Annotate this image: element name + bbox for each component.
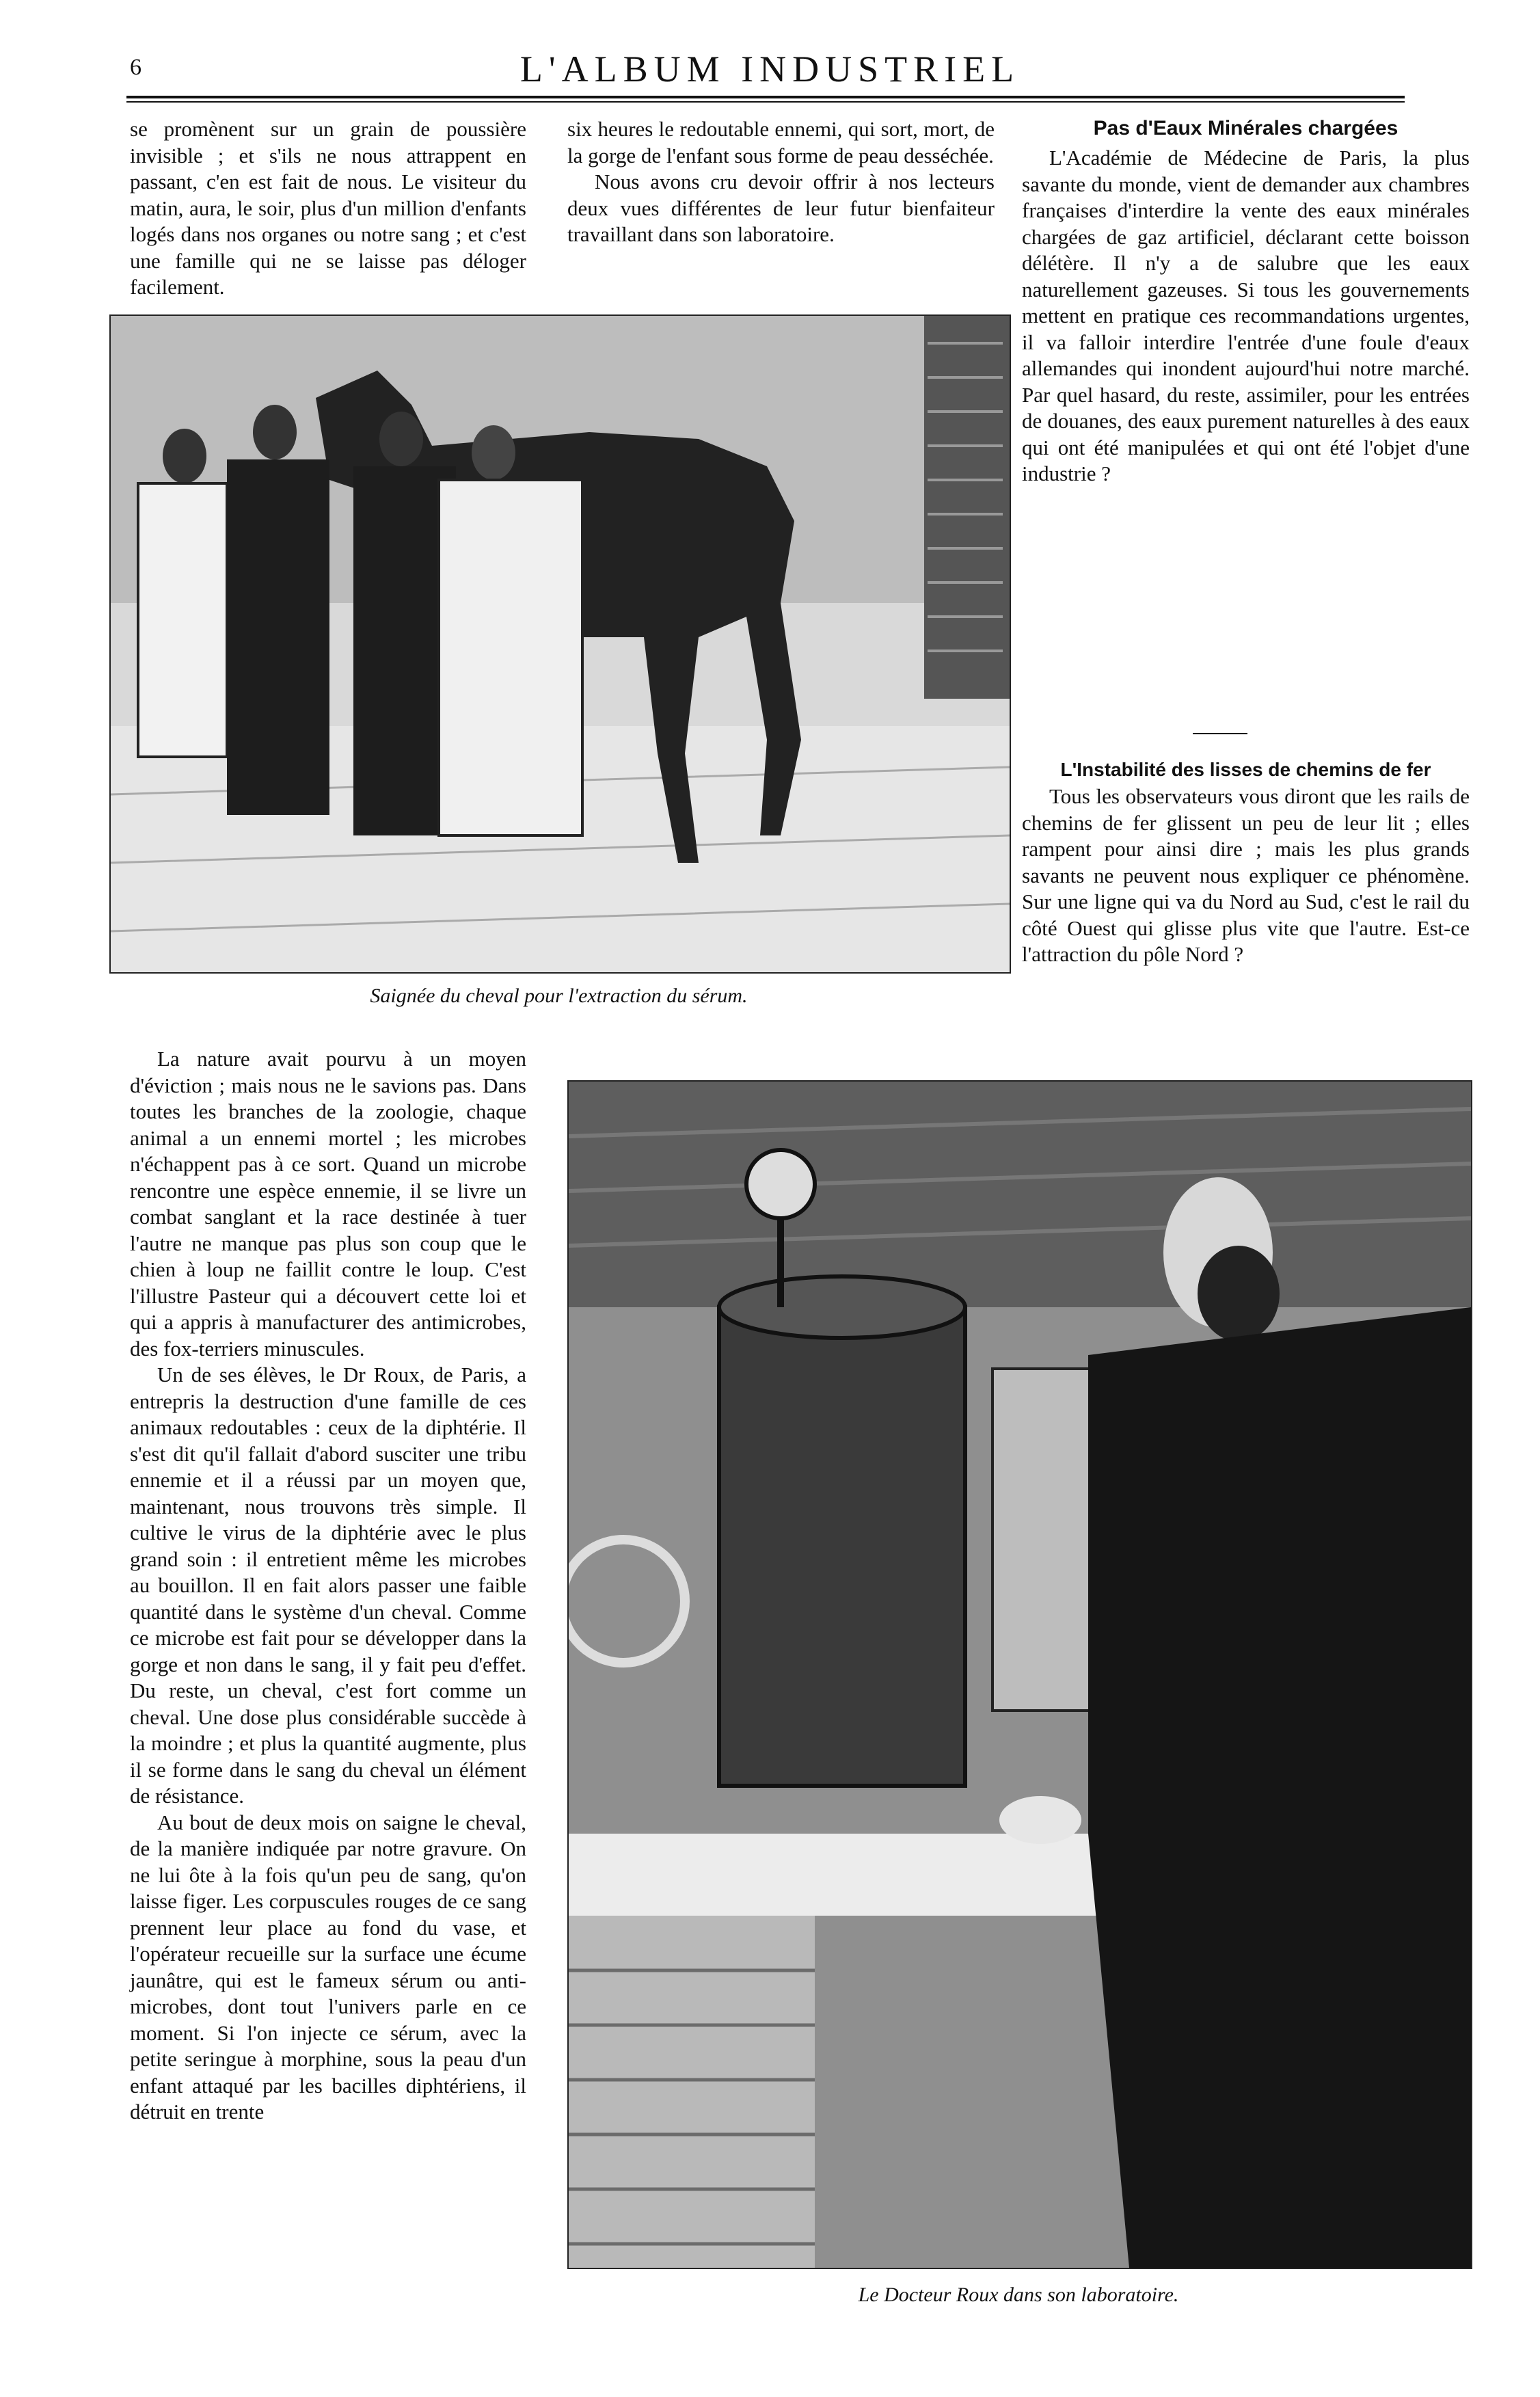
laboratory-illustration bbox=[567, 1080, 1472, 2269]
top-middle-paragraph-1: six heures le redoutable ennemi, qui sort, mort, de la gorge de l'enfant sous forme de peau desséchée. bbox=[567, 117, 995, 168]
top-middle-paragraph-2: Nous avons cru devoir offrir à nos lecteurs deux vues différentes de leur futur bienfaiteur travaillant dans son laboratoire. bbox=[567, 170, 995, 246]
main-article-paragraph-3: Au bout de deux mois on saigne le cheval, de la manière indiquée par notre gravure. On ne lui ôte à la fois qu'un peu de sang, qu'on laisse figer. Les corpuscules rouges de ce sang prennent leur place au fond du vase, et l'opérateur recueille sur la surface une écume jaunâtre, qui est le fameux sérum ou anti-microbes, dont tout l'univers parle en ce moment. Si l'on injecte ce sérum, avec la petite seringue à morphine, sous la peau d'un enfant attaqué par les bacilles diphtériens, il détruit en trente bbox=[130, 1810, 526, 2124]
top-left-column bbox=[130, 116, 526, 301]
page-number: 6 bbox=[130, 55, 141, 80]
top-middle-column bbox=[567, 116, 995, 248]
header-rule-thin bbox=[126, 101, 1405, 103]
journal-title: L'ALBUM INDUSTRIEL bbox=[519, 49, 1021, 90]
header-rule-thick bbox=[126, 96, 1405, 98]
side-article-2 bbox=[1022, 759, 1470, 968]
top-left-paragraph: se promènent sur un grain de poussière invisible ; et s'ils ne nous attrappent en passant, c'en est fait de nous. Le visiteur du matin, aura, le soir, plus d'un million d'enfants logés dans nos organes ou notre sang ; et c'est une famille qui ne se laisse pas déloger facilement. bbox=[130, 117, 526, 299]
side-article-1 bbox=[1022, 116, 1470, 487]
main-article bbox=[130, 1046, 526, 2126]
side-separator bbox=[1193, 733, 1247, 734]
main-article-paragraph-2: Un de ses élèves, le Dr Roux, de Paris, a entrepris la destruction d'une famille de ces animaux redoutables : ceux de la diphtérie. Il s'est dit qu'il fallait d'abord susciter une tribu ennemie et il a réussi par un moyen que, maintenant, nous trouvons très simple. Il cultive le virus de la diphtérie avec le plus grand soin : il entretient même les microbes au bouillon. Il en fait alors passer une faible quantité dans le système d'un cheval. Comme ce microbe est fait pour se développer dans la gorge et non dans le sang, il y fait peu d'effet. Du reste, un cheval, c'est fort comme un cheval. Une dose plus considérable succède à la moindre ; et plus la quantité augmente, plus il se forme dans le sang du cheval un élément de résistance. bbox=[130, 1363, 526, 1808]
horse-figure-caption: Saignée du cheval pour l'extraction du sérum. bbox=[370, 985, 748, 1007]
side-article-1-text: L'Académie de Médecine de Paris, la plus savante du monde, vient de demander aux chambres françaises d'interdire la vente des eaux minérales chargées de gaz artificiel, déclarant cette boisson délétère. Il n'y a de salubre que les eaux naturellement gazeuses. Si tous les gouvernements mettent en pratique ces recommandations urgentes, il va falloir interdire l'entrée d'une foule d'eaux allemandes qui inondent aujourd'hui notre marché. Par quel hasard, du reste, assimiler, pour les entrées de douanes, des eaux purement naturelles à des eaux qui ont été manipulées et qui ont été l'objet d'une industrie ? bbox=[1022, 146, 1470, 485]
main-article-paragraph-1: La nature avait pourvu à un moyen d'éviction ; mais nous ne le savions pas. Dans toutes les branches de la zoologie, chaque animal a un ennemi mortel ; les microbes n'échappent pas à ce sort. Quand un microbe rencontre une espèce ennemie, il se livre un combat sanglant et la race destinée à tuer l'autre ne manque pas plus son coup que le chien à loup ne faillit contre le loup. C'est l'illustre Pasteur qui a découvert cette loi et qui a appris à manufacturer des antimicrobes, des fox-terriers minuscules. bbox=[130, 1047, 526, 1361]
horse-bleeding-illustration bbox=[109, 314, 1011, 974]
side-article-1-title: Pas d'Eaux Minérales chargées bbox=[1093, 117, 1399, 139]
side-article-2-text: Tous les observateurs vous diront que les rails de chemins de fer glissent un peu de leur lit ; elles rampent pour ainsi dire ; mais les plus grands savants ne peuvent nous expliquer ce phénomène. Sur une ligne qui va du Nord au Sud, c'est le rail du côté Ouest qui glisse plus vite que l'autre. Est-ce l'attraction du pôle Nord ? bbox=[1022, 784, 1470, 966]
lab-figure-caption: Le Docteur Roux dans son laboratoire. bbox=[858, 2284, 1179, 2306]
side-article-2-title: L'Instabilité des lisses de chemins de fer bbox=[1060, 759, 1431, 780]
